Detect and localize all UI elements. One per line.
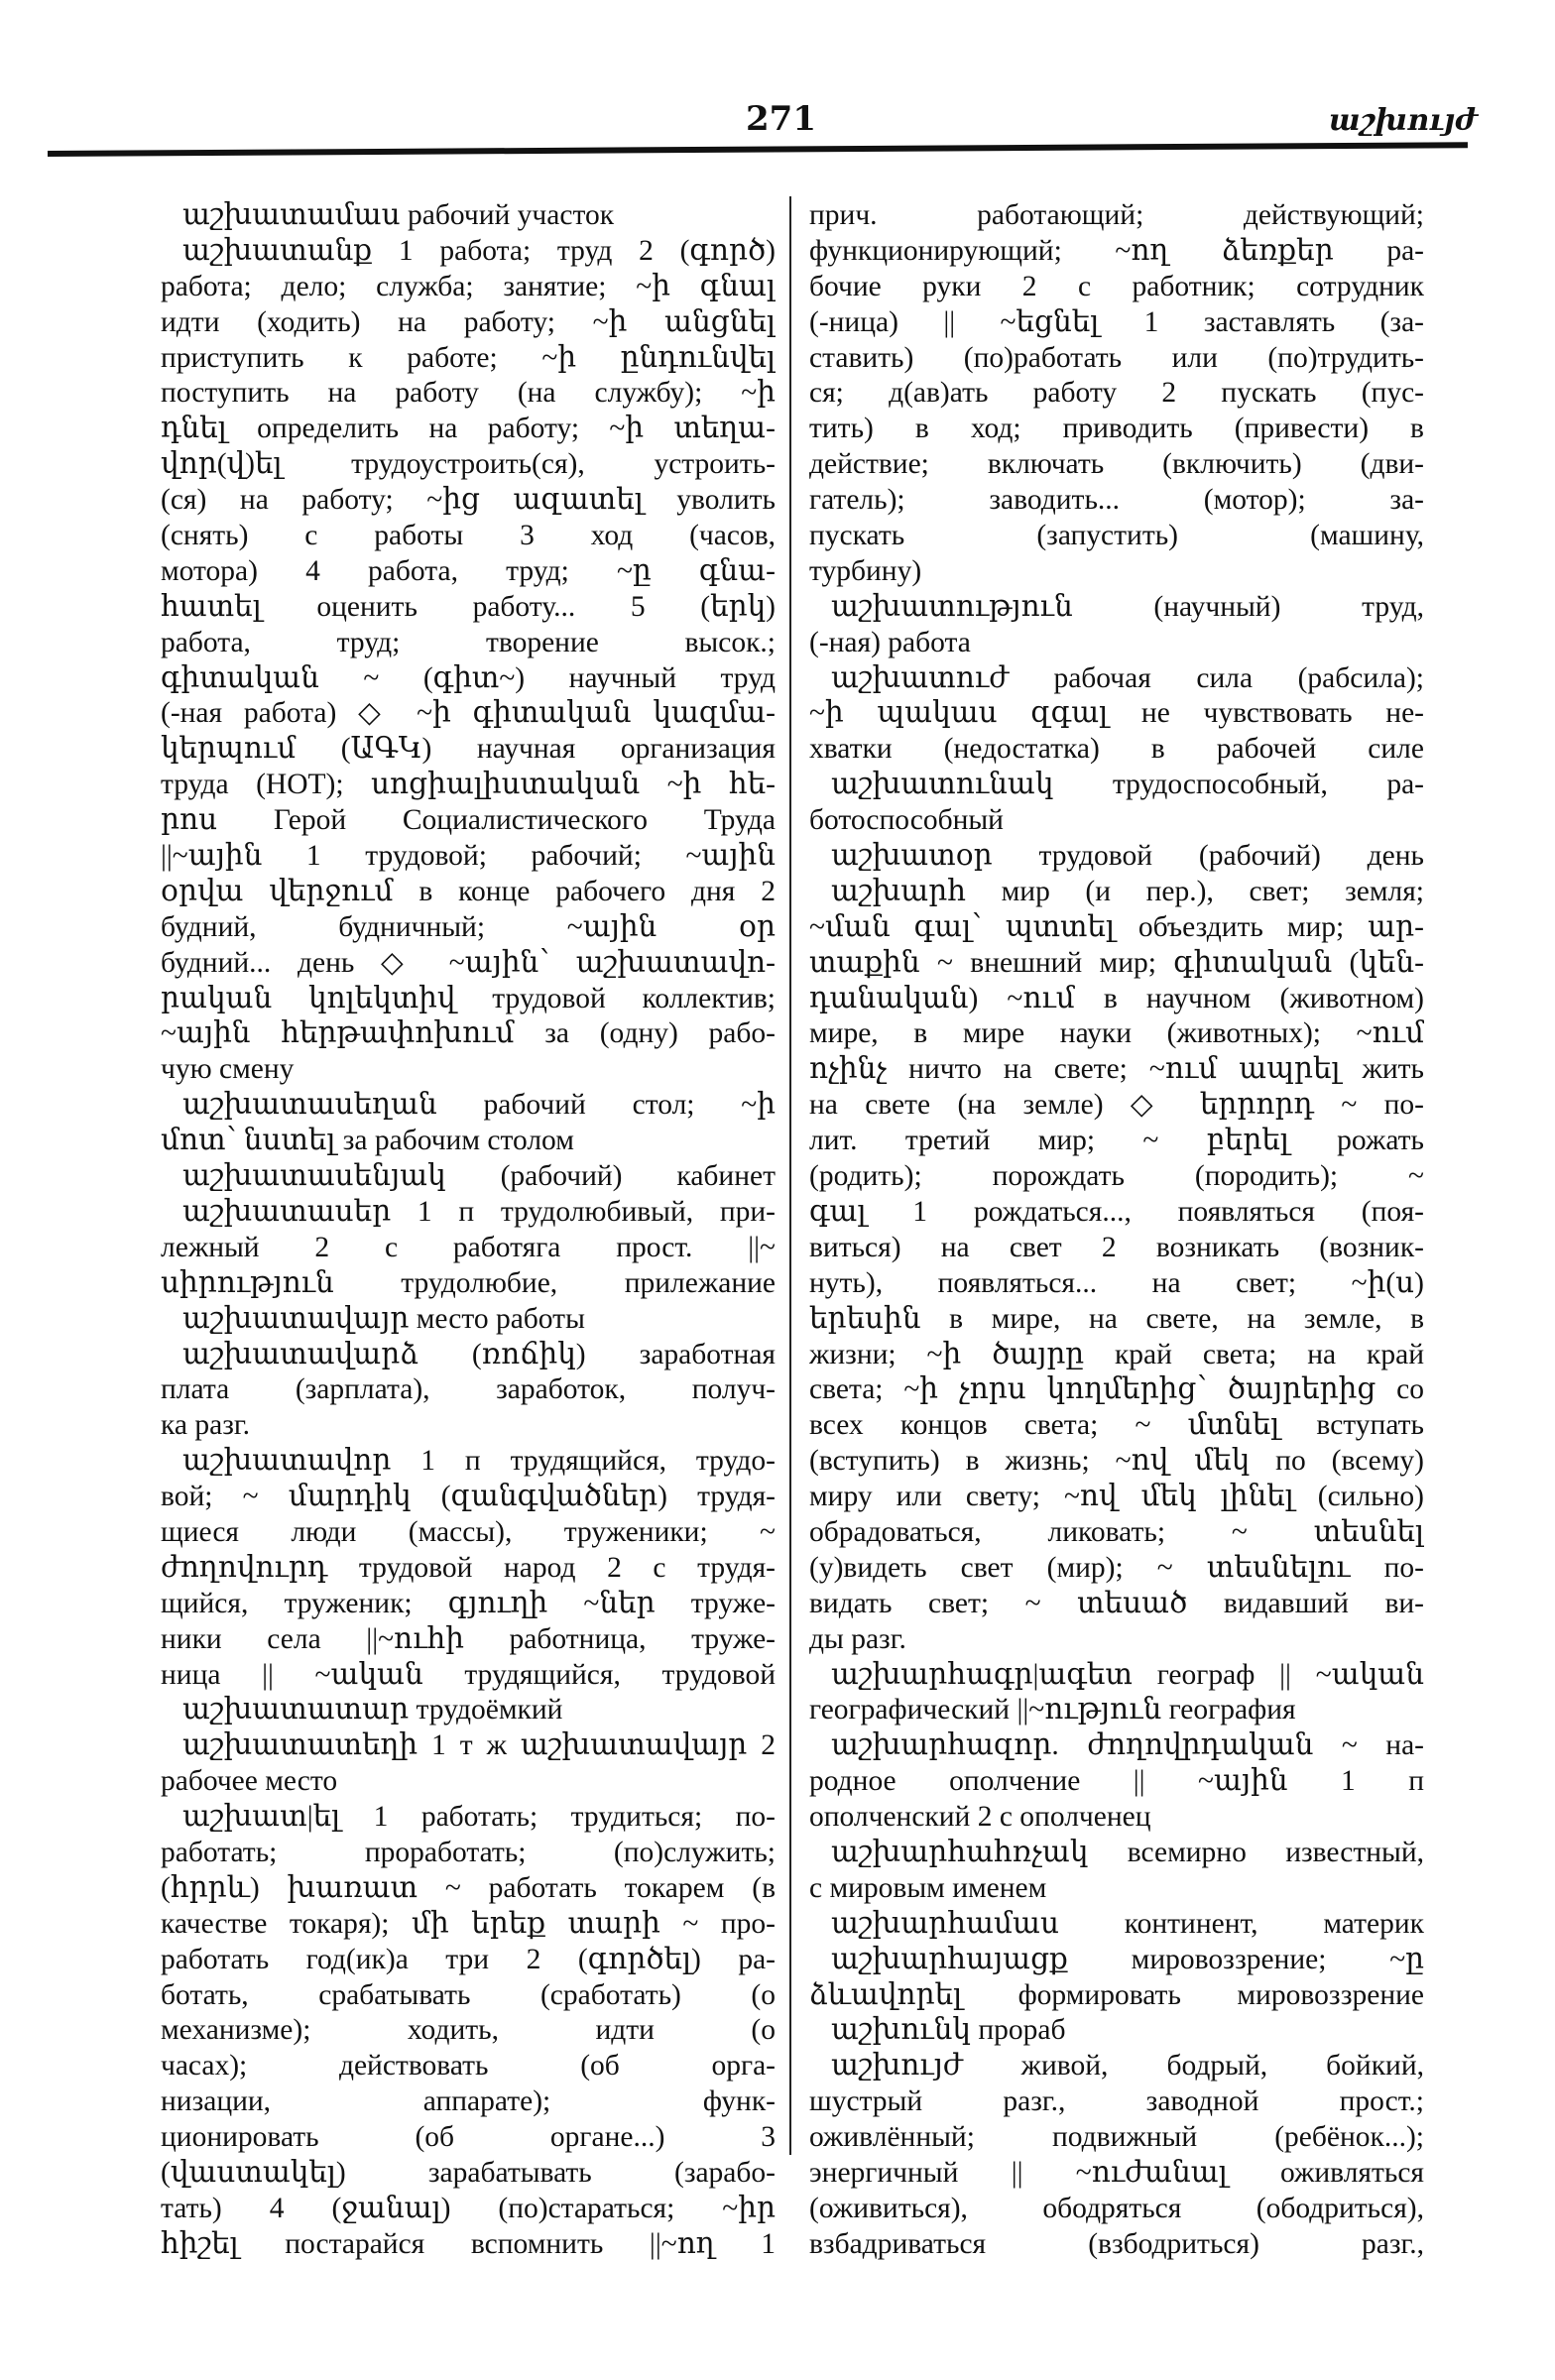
dictionary-line: (родить); порождать (породить); ~ bbox=[809, 1160, 1424, 1193]
dictionary-line: плата (зарплата), заработок, получ- bbox=[161, 1373, 776, 1406]
dictionary-line: нуть), появляться... на свет; ~ի(ս) bbox=[809, 1266, 1424, 1299]
dictionary-line: սիրություն трудолюбие, прилежание bbox=[161, 1266, 776, 1299]
dictionary-line: աշխատասեղան рабочий стол; ~ի bbox=[182, 1089, 776, 1122]
dictionary-line: качестве токаря); մի երեք տարի ~ про- bbox=[161, 1907, 776, 1940]
dictionary-line: վոր(վ)ել трудоустроить(ся), устроить- bbox=[161, 448, 776, 481]
dictionary-line: ոչինչ ничто на свете; ~ում ապրել жить bbox=[809, 1053, 1424, 1086]
dictionary-line: (-ница) || ~եցնել 1 заставлять (за- bbox=[809, 305, 1424, 338]
dictionary-line: օրվա վերջում в конце рабочего дня 2 bbox=[161, 875, 776, 907]
dictionary-line: часах); действовать (об орга- bbox=[161, 2050, 776, 2082]
dictionary-line: географический ||~ություն география bbox=[809, 1694, 1296, 1726]
dictionary-line: щийся, труженик; գյուղի ~ներ тружe- bbox=[161, 1587, 776, 1619]
dictionary-line: գիտական ~ (գիտ~) научный труд bbox=[161, 661, 776, 694]
dictionary-line: (-ная) работа bbox=[809, 626, 971, 658]
dictionary-line: (оживиться), ободряться (ободриться), bbox=[809, 2192, 1424, 2224]
dictionary-line: աշխարհահռչակ всемирно известный, bbox=[831, 1836, 1424, 1868]
dictionary-line: դանական) ~ում в научном (животном) bbox=[809, 982, 1424, 1014]
dictionary-line: ботать, срабатывать (сработать) (о bbox=[161, 1978, 776, 2011]
dictionary-line: կերպում (ԱԳԿ) научная организация bbox=[161, 733, 776, 766]
dictionary-line: աշխատասեր 1 п трудолюбивый, при- bbox=[182, 1195, 776, 1228]
dictionary-line: приступить к работе; ~ի ընդունվել bbox=[161, 341, 776, 374]
dictionary-line: ополченский 2 с ополченец bbox=[809, 1801, 1151, 1834]
dictionary-line: (у)видеть свет (мир); ~ տեսնելու по- bbox=[809, 1551, 1424, 1584]
dictionary-line: работать; проработать; (по)служить; bbox=[161, 1836, 776, 1868]
dictionary-line: ся; д(ав)ать работу 2 пускать (пус- bbox=[809, 377, 1424, 410]
dictionary-line: лит. третий мир; ~ բերել рожать bbox=[809, 1125, 1424, 1157]
dictionary-line: вой; ~ մարդիկ (զանգվածներ) трудя- bbox=[161, 1481, 776, 1513]
dictionary-line: ժողովուրդ трудовой народ 2 с трудя- bbox=[161, 1551, 776, 1584]
dictionary-line: գալ 1 рождаться..., появляться (поя- bbox=[809, 1195, 1424, 1228]
dictionary-line: идти (ходить) на работу; ~ի անցնել bbox=[161, 305, 776, 338]
dictionary-line: прич. работающий; действующий; bbox=[809, 199, 1424, 231]
dictionary-line: աշխատանք 1 работа; труд 2 (գործ) bbox=[182, 234, 776, 267]
dictionary-line: гатель); заводить... (мотор); за- bbox=[809, 484, 1424, 517]
dictionary-line: на свете (на земле) ◇ երրորդ ~ по- bbox=[809, 1089, 1424, 1122]
dictionary-line: աշխատավոր 1 п трудящийся, трудо- bbox=[182, 1445, 776, 1478]
dictionary-line: մոտ՝ նստել за рабочим столом bbox=[161, 1125, 574, 1157]
dictionary-line: света; ~ի չորս կողմերից՝ ծայրերից со bbox=[809, 1373, 1424, 1406]
dictionary-line: ционировать (об органе...) 3 bbox=[161, 2121, 776, 2154]
dictionary-line: будний... день ◇ ~ային՝ աշխատավո- bbox=[161, 946, 776, 979]
dictionary-line: функционирующий; ~ող ձեռքեր ра- bbox=[809, 234, 1424, 267]
dictionary-line: ботоспособный bbox=[809, 804, 1004, 837]
dictionary-line: ники села ||~ուհի работница, труже- bbox=[161, 1622, 776, 1655]
column-divider bbox=[789, 196, 791, 2155]
dictionary-line: աշխատամաս рабочий участок bbox=[182, 199, 615, 231]
dictionary-line: тать) 4 (ջանալ) (по)стараться; ~իր bbox=[161, 2192, 776, 2224]
dictionary-line: դնել определить на работу; ~ի տեղա- bbox=[161, 413, 776, 445]
dictionary-line: низации, аппарате); функ- bbox=[161, 2085, 776, 2118]
dictionary-line: работа; дело; служба; занятие; ~ի գնալ bbox=[161, 270, 776, 302]
dictionary-line: աշխատավարձ (ռոճիկ) заработная bbox=[182, 1338, 776, 1370]
dictionary-line: взбадриваться (взбодриться) разг., bbox=[809, 2227, 1424, 2260]
dictionary-line: всех концов света; ~ մտնել вступать bbox=[809, 1409, 1424, 1442]
dictionary-line: (снять) с работы 3 ход (часов, bbox=[161, 520, 776, 552]
dictionary-line: видать свет; ~ տեսած видавший ви- bbox=[809, 1587, 1424, 1619]
dictionary-line: աշխատուժ рабочая сила (рабсила); bbox=[831, 661, 1424, 694]
dictionary-line: (ся) на работу; ~ից ազատել уволить bbox=[161, 484, 776, 517]
dictionary-line: աշխատ|ել 1 работать; трудиться; по- bbox=[182, 1801, 776, 1834]
dictionary-line: шустрый разг., заводной прост.; bbox=[809, 2085, 1424, 2118]
dictionary-line: энергичный || ~ուժանալ оживляться bbox=[809, 2156, 1424, 2189]
dictionary-line: труда (НОТ); սոցիալիստական ~ի հե- bbox=[161, 769, 776, 801]
dictionary-line: (հրրև) խառատ ~ работать токарем (в bbox=[161, 1871, 776, 1904]
dictionary-line: работать год(ик)а три 2 (գործել) ра- bbox=[161, 1943, 776, 1975]
dictionary-line: работа, труд; творение высок.; bbox=[161, 626, 776, 658]
dictionary-line: механизме); ходить, идти (о bbox=[161, 2014, 776, 2047]
dictionary-line: րոս Герой Социалистического Труда bbox=[161, 804, 776, 837]
dictionary-line: ||~ային 1 трудовой; рабочий; ~ային bbox=[161, 840, 776, 873]
dictionary-line: աշխարհամաս континент, материк bbox=[831, 1907, 1424, 1940]
left-column bbox=[161, 198, 776, 2263]
dictionary-line: бочие руки 2 с работник; сотрудник bbox=[809, 270, 1424, 302]
dictionary-line: ~ման գալ՝ պտտել объездить мир; ար- bbox=[809, 910, 1424, 943]
dictionary-line: пускать (запустить) (машину, bbox=[809, 520, 1424, 552]
dictionary-line: виться) на свет 2 возникать (возник- bbox=[809, 1231, 1424, 1263]
dictionary-line: действие; включать (включить) (дви- bbox=[809, 448, 1424, 481]
dictionary-line: щиеся люди (массы), труженики; ~ bbox=[161, 1515, 776, 1548]
dictionary-line: оживлённый; подвижный (ребёнок...); bbox=[809, 2121, 1424, 2154]
dictionary-line: աշխատավայր место работы bbox=[182, 1302, 585, 1335]
dictionary-line: տաքին ~ внешний мир; գիտական (կեն- bbox=[809, 946, 1424, 979]
dictionary-line: (-ная работа) ◇ ~ի գիտական կազմա- bbox=[161, 697, 776, 730]
dictionary-line: աշխատունակ трудоспособный, ра- bbox=[831, 769, 1424, 801]
dictionary-line: жизни; ~ի ծայրը край света; на край bbox=[809, 1338, 1424, 1370]
dictionary-line: мире, в мире науки (животных); ~ում bbox=[809, 1017, 1424, 1050]
dictionary-line: хватки (недостатка) в рабочей силе bbox=[809, 733, 1424, 766]
dictionary-line: мотора) 4 работа, труд; ~ը գնա- bbox=[161, 554, 776, 587]
dictionary-line: րական կոլեկտիվ трудовой коллектив; bbox=[161, 982, 776, 1014]
dictionary-line: հիշել постарайся вспомнить ||~ող 1 bbox=[161, 2227, 776, 2260]
dictionary-line: աշխունկ прораб bbox=[831, 2014, 1066, 2047]
dictionary-line: рабочее место bbox=[161, 1765, 338, 1798]
dictionary-line: (վաստակել) зарабатывать (зарабо- bbox=[161, 2156, 776, 2189]
dictionary-line: ~ային հերթափոխում за (одну) рабо- bbox=[161, 1017, 776, 1050]
dictionary-line: ставить) (по)работать или (по)трудить- bbox=[809, 341, 1424, 374]
dictionary-line: երեսին в мире, на свете, на земле, в bbox=[809, 1302, 1424, 1335]
dictionary-line: поступить на работу (на службу); ~ի bbox=[161, 377, 776, 410]
dictionary-line: (вступить) в жизнь; ~ով մեկ по (всему) bbox=[809, 1445, 1424, 1478]
dictionary-line: ды разг. bbox=[809, 1622, 906, 1655]
running-head: աշխույժ bbox=[1329, 103, 1478, 138]
dictionary-line: будний, будничный; ~ային օր bbox=[161, 910, 776, 943]
dictionary-line: աշխատատեղի 1 т ж աշխատավայր 2 bbox=[182, 1729, 776, 1762]
dictionary-line: աշխարհայացք мировоззрение; ~ը bbox=[831, 1943, 1424, 1975]
dictionary-line: աշխարհազոր. ժողովրդական ~ на- bbox=[831, 1729, 1424, 1762]
dictionary-line: աշխատություն (научный) труд, bbox=[831, 590, 1424, 623]
dictionary-line: с мировым именем bbox=[809, 1871, 1047, 1904]
page-number: 271 bbox=[746, 99, 816, 139]
dictionary-line: աշխարհագր|ագետ географ || ~ական bbox=[831, 1658, 1424, 1691]
dictionary-line: лежный 2 с работяга прост. ||~ bbox=[161, 1231, 776, 1263]
dictionary-line: ~ի պակաս զգալ не чувствовать не- bbox=[809, 697, 1424, 730]
dictionary-line: чую смену bbox=[161, 1053, 295, 1086]
dictionary-line: աշխատատար трудоёмкий bbox=[182, 1694, 563, 1726]
dictionary-line: обрадоваться, ликовать; ~ տեսնել bbox=[809, 1515, 1424, 1548]
dictionary-line: աշխույժ живой, бодрый, бойкий, bbox=[831, 2050, 1424, 2082]
dictionary-line: миру или свету; ~ով մեկ լինել (сильно) bbox=[809, 1481, 1424, 1513]
dictionary-line: родное ополчение || ~ային 1 п bbox=[809, 1765, 1424, 1798]
dictionary-line: աշխատօր трудовой (рабочий) день bbox=[831, 840, 1424, 873]
dictionary-line: турбину) bbox=[809, 554, 922, 587]
dictionary-line: тить) в ход; приводить (привести) в bbox=[809, 413, 1424, 445]
dictionary-line: ձևավորել формировать мировоззрение bbox=[809, 1978, 1424, 2011]
dictionary-line: աշխարհ мир (и пер.), свет; земля; bbox=[831, 875, 1424, 907]
dictionary-line: աշխատասենյակ (рабочий) кабинет bbox=[182, 1160, 776, 1193]
dictionary-line: հատել оценить работу... 5 (երկ) bbox=[161, 590, 776, 623]
dictionary-line: ница || ~ական трудящийся, трудовой bbox=[161, 1658, 776, 1691]
header-rule bbox=[48, 142, 1468, 157]
dictionary-line: ка разг. bbox=[161, 1409, 250, 1442]
right-column bbox=[809, 198, 1424, 2263]
